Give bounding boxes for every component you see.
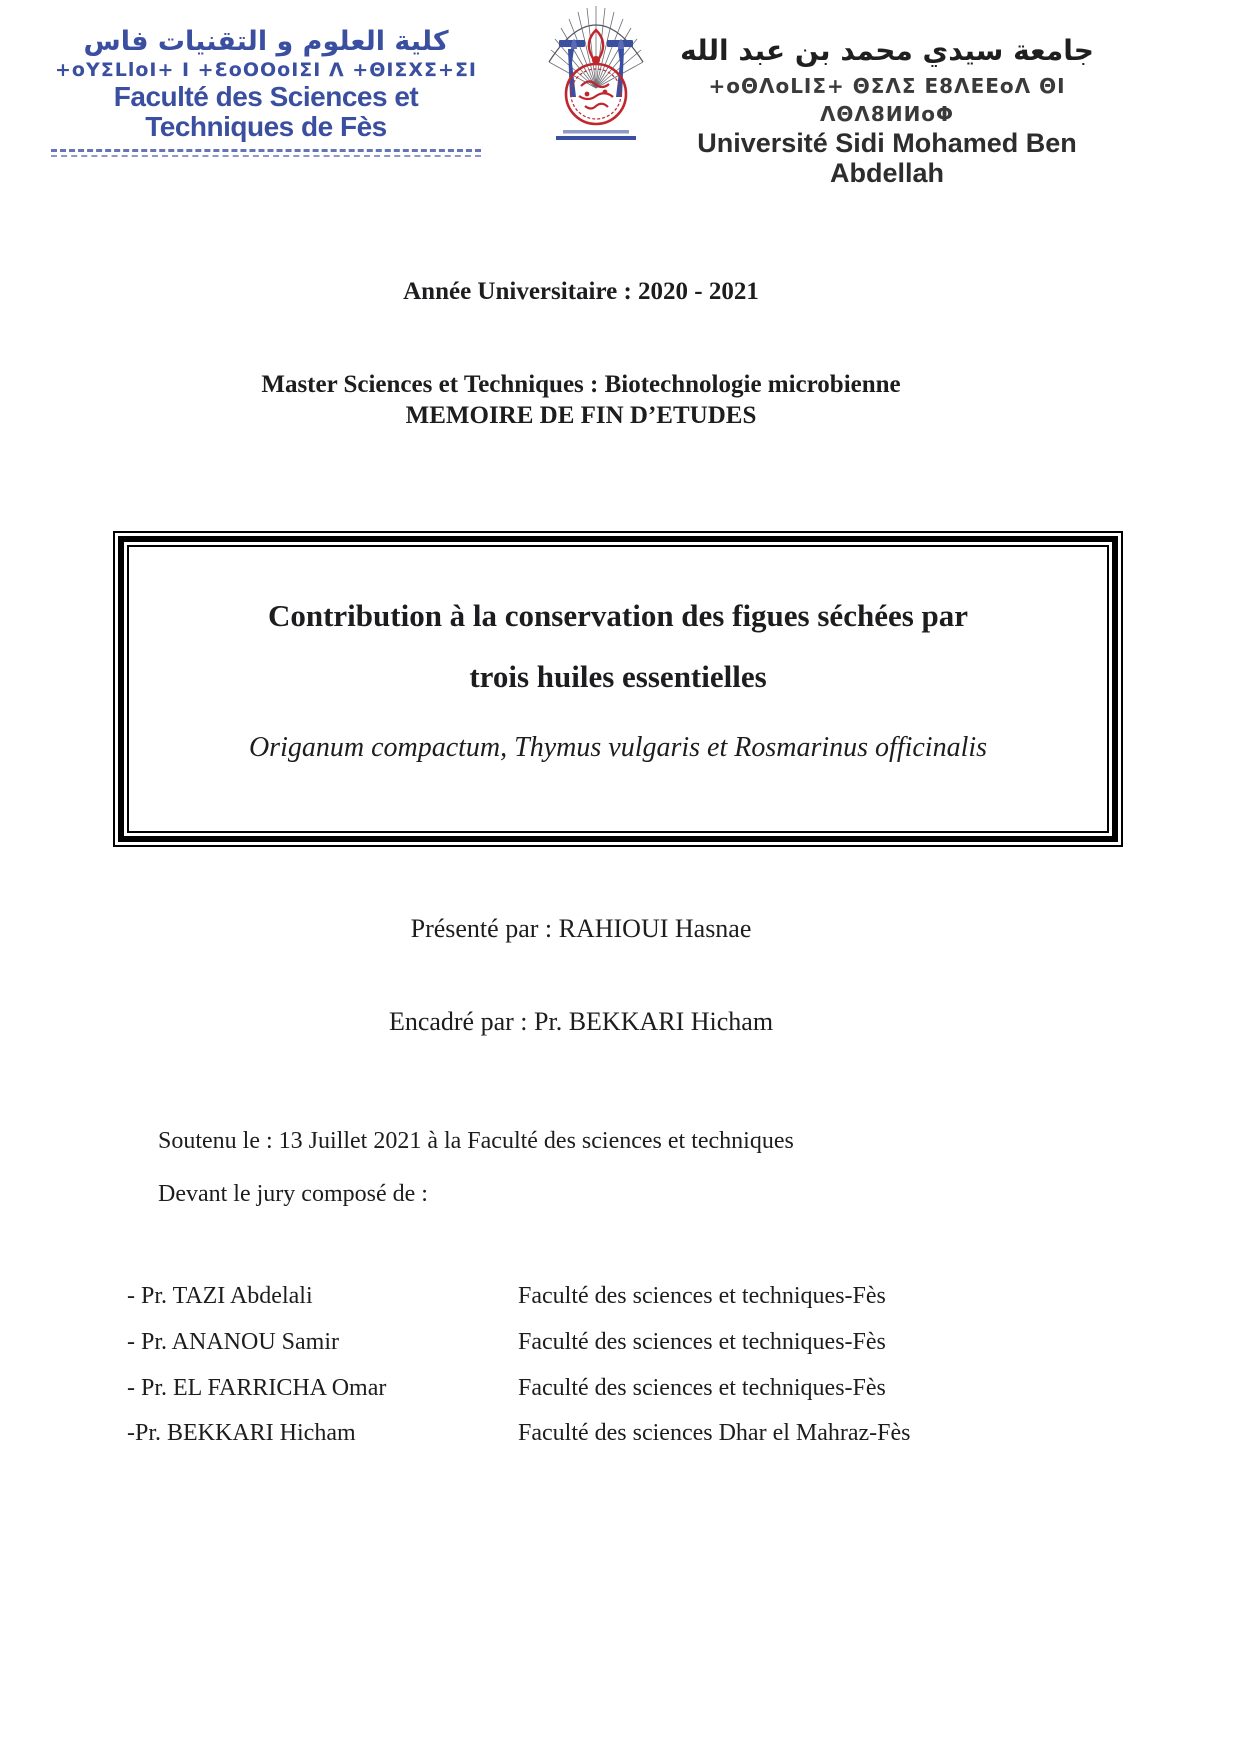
presented-by-line: Présenté par : RAHIOUI Hasnae [410, 914, 752, 943]
university-name-tifinagh: +oΘΛoLIΣ+ ΘΣΛΣ Ε8ΛΕΕoΛ ΘI ΛΘΛ8ИИoΦ [708, 74, 1066, 126]
jury-member-name: - Pr. EL FARRICHA Omar [127, 1375, 387, 1401]
title-box-inner [127, 545, 1109, 833]
faculty-name-tifinagh: +oYΣLloI+ I +ƐoOOoIΣI Λ +ΘIΣXΣ+ΣI [55, 59, 477, 81]
faculty-name-arabic: كلية العلوم و التقنيات فاس [83, 26, 449, 57]
faculty-name-french: Faculté des Sciences et Techniques de Fès [113, 81, 419, 142]
thesis-title-line1: Contribution à la conservation des figues séchées par [267, 598, 969, 633]
thesis-title-line2: trois huiles essentielles [469, 659, 767, 694]
thesis-subtitle-species: Origanum compactum, Thymus vulgaris et Rosmarinus officinalis [248, 732, 988, 763]
title-box [113, 531, 1123, 847]
university-header-block [652, 34, 1122, 188]
logo-caption-bars [556, 130, 636, 140]
university-logo-icon [541, 2, 651, 146]
decorative-dashed-line [51, 149, 481, 157]
jury-member-affiliation: Faculté des sciences Dhar el Mahraz-Fès [518, 1420, 911, 1446]
faculty-header-block [42, 26, 490, 157]
title-box-mid-border [118, 536, 1118, 842]
jury-member-affiliation: Faculté des sciences et techniques-Fès [518, 1283, 886, 1309]
thesis-title [129, 585, 1107, 707]
jury-member-affiliation: Faculté des sciences et techniques-Fès [518, 1375, 886, 1401]
jury-member-name: - Pr. TAZI Abdelali [127, 1283, 313, 1309]
jury-intro-line: Devant le jury composé de : [158, 1181, 428, 1207]
document-type-line: MEMOIRE DE FIN D’ETUDES [405, 402, 757, 429]
jury-member-name: -Pr. BEKKARI Hicham [127, 1420, 356, 1446]
jury-member-affiliation: Faculté des sciences et techniques-Fès [518, 1329, 886, 1355]
supervised-by-line: Encadré par : Pr. BEKKARI Hicham [388, 1007, 774, 1036]
defense-date-line: Soutenu le : 13 Juillet 2021 à la Faculté des sciences et techniques [158, 1128, 794, 1154]
academic-year-line: Année Universitaire : 2020 - 2021 [403, 278, 759, 305]
university-name-arabic: جامعة سيدي محمد بن عبد الله [680, 34, 1094, 67]
university-name-french: Université Sidi Mohamed Ben Abdellah [697, 128, 1077, 188]
jury-member-name: - Pr. ANANOU Samir [127, 1329, 340, 1355]
program-line: Master Sciences et Techniques : Biotechnologie microbienne [261, 371, 901, 398]
